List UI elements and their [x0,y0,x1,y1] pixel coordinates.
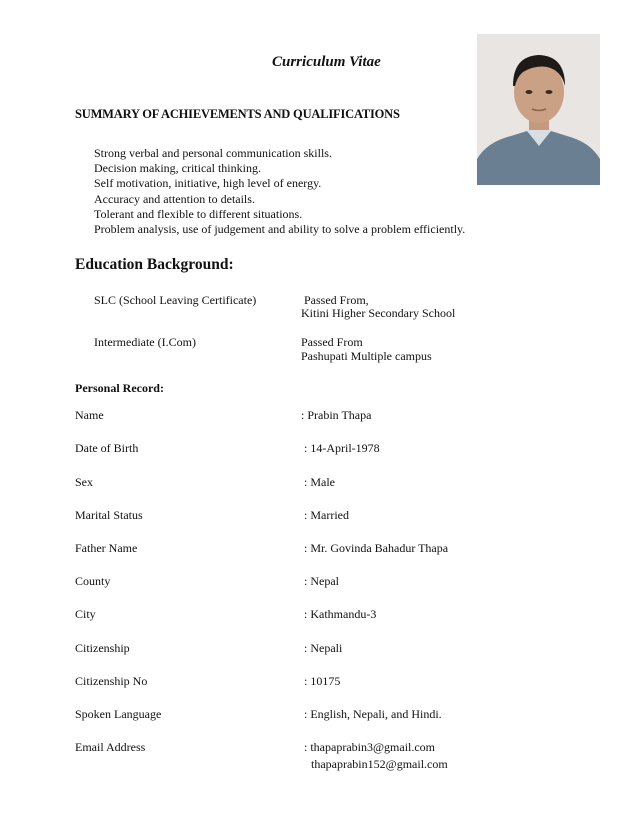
sex-value: : Male [304,475,335,489]
marital-status-label: Marital Status [75,508,143,522]
city-label: City [75,607,96,621]
citizenship-no-value: : 10175 [304,674,341,688]
summary-item: Accuracy and attention to details. [94,191,255,206]
father-name-label: Father Name [75,541,138,555]
summary-item: Decision making, critical thinking. [94,161,261,176]
summary-item: Tolerant and flexible to different situations. [94,206,303,221]
education-institution-intermediate: Pashupati Multiple campus [301,349,432,363]
citizenship-label: Citizenship [75,641,130,655]
summary-heading: SUMMARY OF ACHIEVEMENTS AND QUALIFICATIONS [75,107,400,121]
profile-photo-portrait [477,34,600,185]
name-label: Name [75,408,104,422]
education-heading: Education Background: [75,256,234,273]
spoken-language-label: Spoken Language [75,707,162,721]
profile-photo [477,34,600,185]
city-value: : Kathmandu-3 [304,607,377,621]
dob-value: : 14-April-1978 [304,441,380,455]
father-name-value: : Mr. Govinda Bahadur Thapa [304,541,449,555]
email-value-primary: : thapaprabin3@gmail.com [304,740,436,754]
education-qualification-slc: SLC (School Leaving Certificate) [94,293,257,307]
county-value: : Nepal [304,574,339,588]
citizenship-no-label: Citizenship No [75,674,148,688]
email-address-label: Email Address [75,740,146,754]
email-value-secondary: thapaprabin152@gmail.com [311,757,448,771]
personal-record-heading: Personal Record: [75,381,164,395]
education-qualification-intermediate: Intermediate (I.Com) [94,335,196,349]
education-status-slc: Passed From, [304,293,369,307]
document-title: Curriculum Vitae [272,54,381,70]
sex-label: Sex [75,475,93,489]
marital-status-value: : Married [304,508,349,522]
county-label: County [75,574,111,588]
summary-item: Self motivation, initiative, high level of energy. [94,176,322,191]
citizenship-value: : Nepali [304,641,343,655]
spoken-language-value: : English, Nepali, and Hindi. [304,707,442,721]
education-institution-slc: Kitini Higher Secondary School [301,306,456,320]
summary-item: Problem analysis, use of judgement and ability to solve a problem efficiently. [94,222,466,237]
summary-list [94,146,465,237]
summary-item: Strong verbal and personal communication skills. [94,146,332,160]
education-status-intermediate: Passed From [301,335,363,349]
name-value: : Prabin Thapa [301,408,372,422]
dob-label: Date of Birth [75,441,139,455]
